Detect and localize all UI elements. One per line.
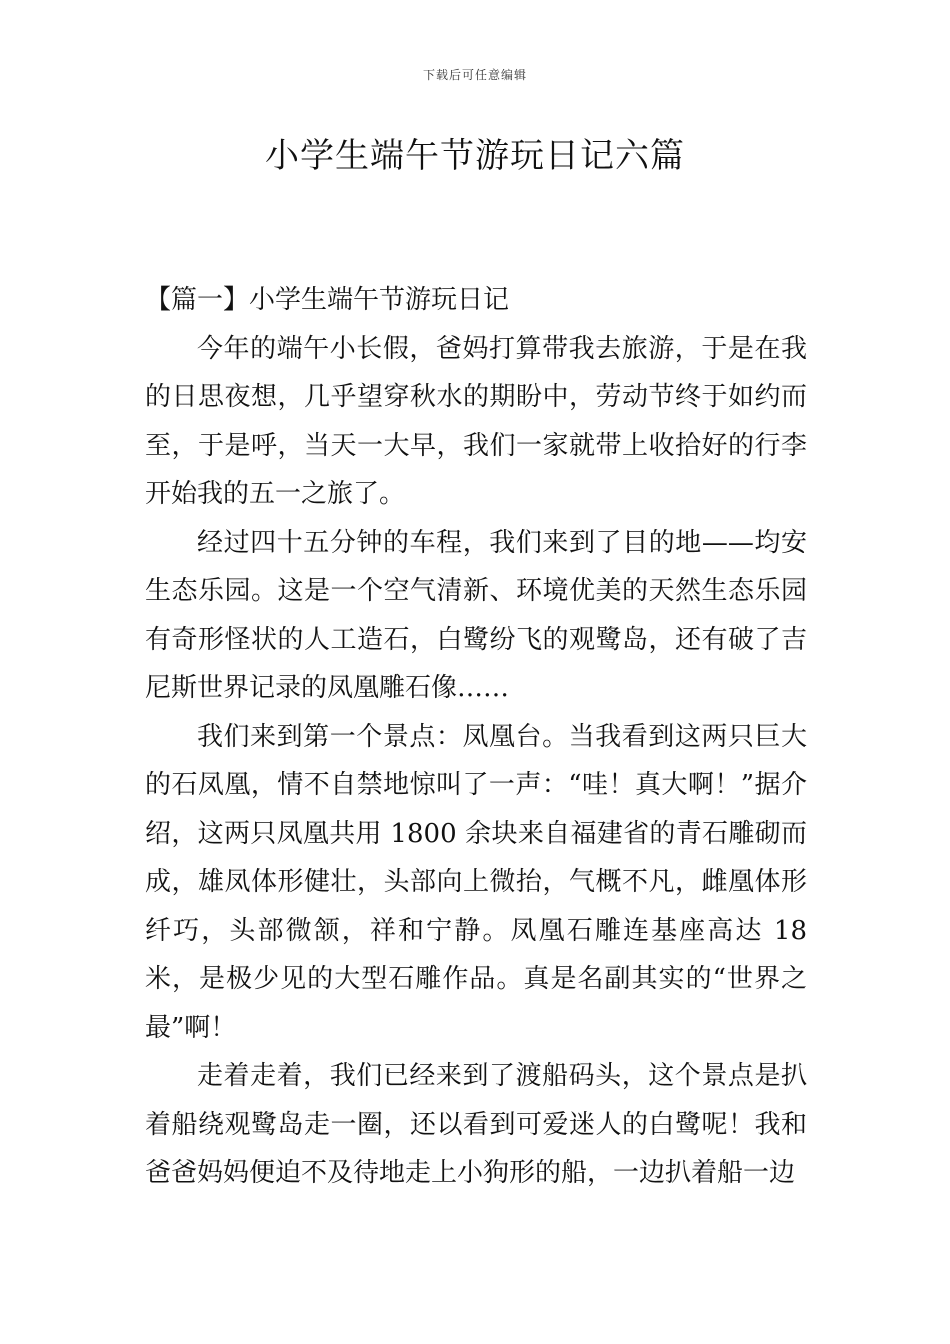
header-note: 下载后可任意编辑 <box>422 68 527 82</box>
paragraph-2: 经过四十五分钟的车程，我们来到了目的地——均安生态乐园。这是一个空气清新、环境优美的天然生态乐园有奇形怪状的人工造石，白鹭纷飞的观鹭岛，还有破了吉尼斯世界记录的凤凰雕石像…… <box>145 527 807 703</box>
document-title: 小学生端午节游玩日记六篇 <box>265 136 685 176</box>
paragraph-4: 走着走着，我们已经来到了渡船码头，这个景点是扒着船绕观鹭岛走一圈，还以看到可爱迷人的白鹭呢！我和爸爸妈妈便迫不及待地走上小狗形的船，一边扒着船一边 <box>145 1061 807 1188</box>
document-body <box>145 276 807 1198</box>
paragraph-1: 今年的端午小长假，爸妈打算带我去旅游，于是在我的日思夜想，几乎望穿秋水的期盼中，劳动节终于如约而至，于是呼，当天一大早，我们一家就带上收拾好的行李开始我的五一之旅了。 <box>145 333 807 509</box>
section-heading: 【篇一】小学生端午节游玩日记 <box>145 285 510 315</box>
paragraph-3: 我们来到第一个景点：凤凰台。当我看到这两只巨大的石凤凰，情不自禁地惊叫了一声：“哇！真大啊！”据介绍，这两只凤凰共用 1800 余块来自福建省的青石雕砌而成，雄凤体形健壮，头部向上微抬，气概不凡，雌凰体形纤巧，头部微颔，祥和宁静。凤凰石雕连基座高达 18 米，是极少见的大型石雕作品。真是名副其实的“世界之最”啊！ <box>145 721 807 1043</box>
